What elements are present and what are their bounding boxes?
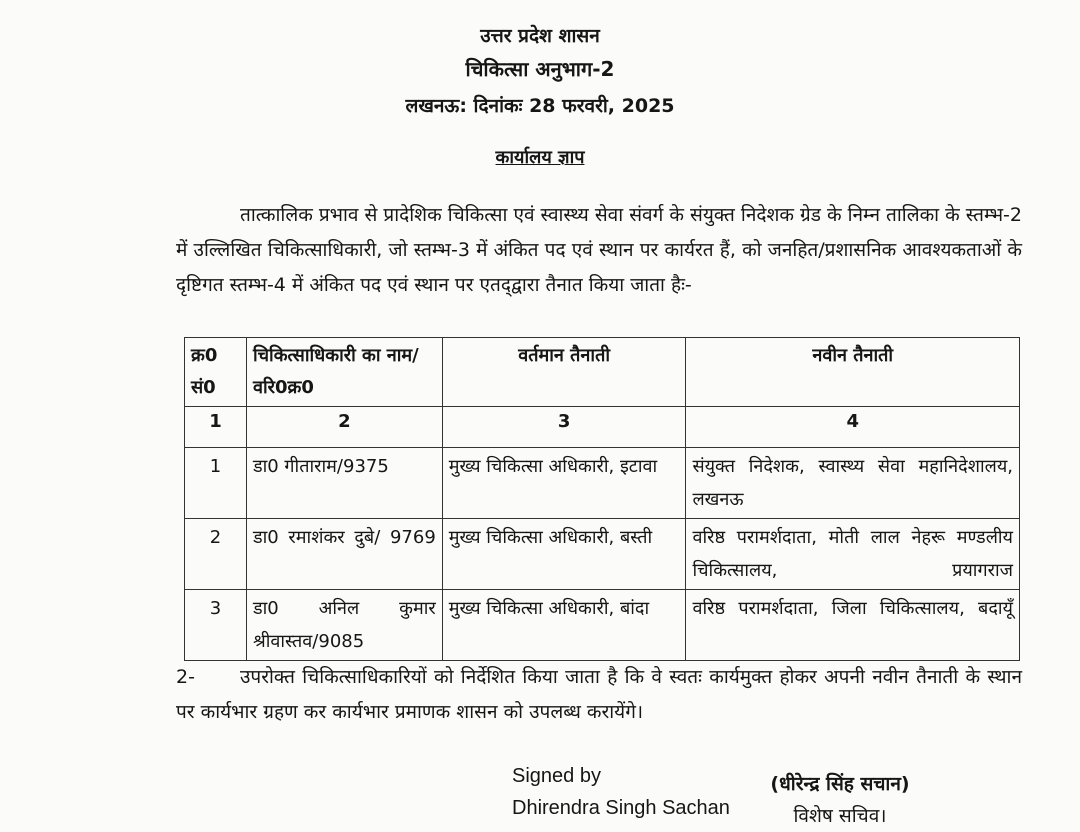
- signed-by-name: Dhirendra Singh Sachan: [512, 797, 730, 819]
- table-header-row: [185, 338, 1020, 407]
- current-posting-cell: मुख्य चिकित्सा अधिकारी, बांदा: [442, 590, 686, 661]
- new-posting-cell: वरिष्ठ परामर्शदाता, जिला चिकित्सालय, बदायूँ: [686, 590, 1020, 661]
- column-number: 4: [686, 407, 1020, 448]
- paragraph-2-text: उपरोक्त चिकित्साधिकारियों को निर्देशित किया जाता है कि वे स्वतः कार्यमुक्त होकर अपनी नवीन तैनाती के स्थान पर कार्यभार ग्रहण कर कार्यभार प्रमाणक शासन को उपलब्ध करायेंगे।: [176, 666, 1022, 723]
- section-name: चिकित्सा अनुभाग-2: [465, 57, 615, 81]
- paragraph-2-number: 2-: [176, 666, 195, 688]
- officer-name-cell: डा0 अनिल कुमार श्रीवास्तव/9085: [246, 590, 442, 661]
- new-posting-cell: संयुक्त निदेशक, स्वास्थ्य सेवा महानिदेशालय, लखनऊ: [686, 448, 1020, 519]
- table-row: [185, 448, 1020, 519]
- memo-title: कार्यालय ज्ञाप: [495, 147, 585, 168]
- new-posting-cell: वरिष्ठ परामर्शदाता, मोती लाल नेहरू मण्डलीय चिकित्सालय, प्रयागराज: [686, 519, 1020, 590]
- paragraph-2: [176, 660, 1022, 730]
- government-name: उत्तर प्रदेश शासन: [480, 25, 600, 47]
- serial-no-cell: 1: [185, 448, 247, 519]
- header-officer-name: चिकित्साधिकारी का नाम/ वरि0क्र0: [246, 338, 442, 407]
- current-posting-cell: मुख्य चिकित्सा अधिकारी, बस्ती: [442, 519, 686, 590]
- header-current-posting: वर्तमान तैनाती: [442, 338, 686, 407]
- signatory-block: [740, 768, 940, 832]
- place-and-date: लखनऊ: दिनांकः 28 फरवरी, 2025: [405, 95, 675, 117]
- officer-name-cell: डा0 गीताराम/9375: [246, 448, 442, 519]
- header-new-posting: नवीन तैनाती: [686, 338, 1020, 407]
- serial-no-cell: 3: [185, 590, 247, 661]
- column-number: 2: [246, 407, 442, 448]
- signatory-designation: विशेष सचिव।: [793, 805, 887, 827]
- column-number: 1: [185, 407, 247, 448]
- digital-signature: [512, 760, 730, 824]
- signed-by-label: Signed by: [512, 765, 601, 787]
- officer-name-cell: डा0 रमाशंकर दुबे/ 9769: [246, 519, 442, 590]
- signatory-name: (धीरेन्द्र सिंह सचान): [770, 773, 910, 795]
- table-row: [185, 590, 1020, 661]
- header-serial-no: क्र0 सं0: [185, 338, 247, 407]
- column-number-row: [185, 407, 1020, 448]
- postings-table: [184, 337, 1020, 661]
- serial-no-cell: 2: [185, 519, 247, 590]
- table-row: [185, 519, 1020, 590]
- current-posting-cell: मुख्य चिकित्सा अधिकारी, इटावा: [442, 448, 686, 519]
- column-number: 3: [442, 407, 686, 448]
- intro-paragraph: तात्कालिक प्रभाव से प्रादेशिक चिकित्सा एवं स्वास्थ्य सेवा संवर्ग के संयुक्त निदेशक ग्रेड के निम्न तालिका के स्तम्भ-2 में उल्लिखित चिकित्साधिकारी, जो स्तम्भ-3 में अंकित पद एवं स्थान पर कार्यरत हैं, को जनहित/प्रशासनिक आवश्यकताओं के दृष्टिगत स्तम्भ-4 में अंकित पद एवं स्थान पर एतद्‌द्वारा तैनात किया जाता हैः-: [176, 204, 1022, 296]
